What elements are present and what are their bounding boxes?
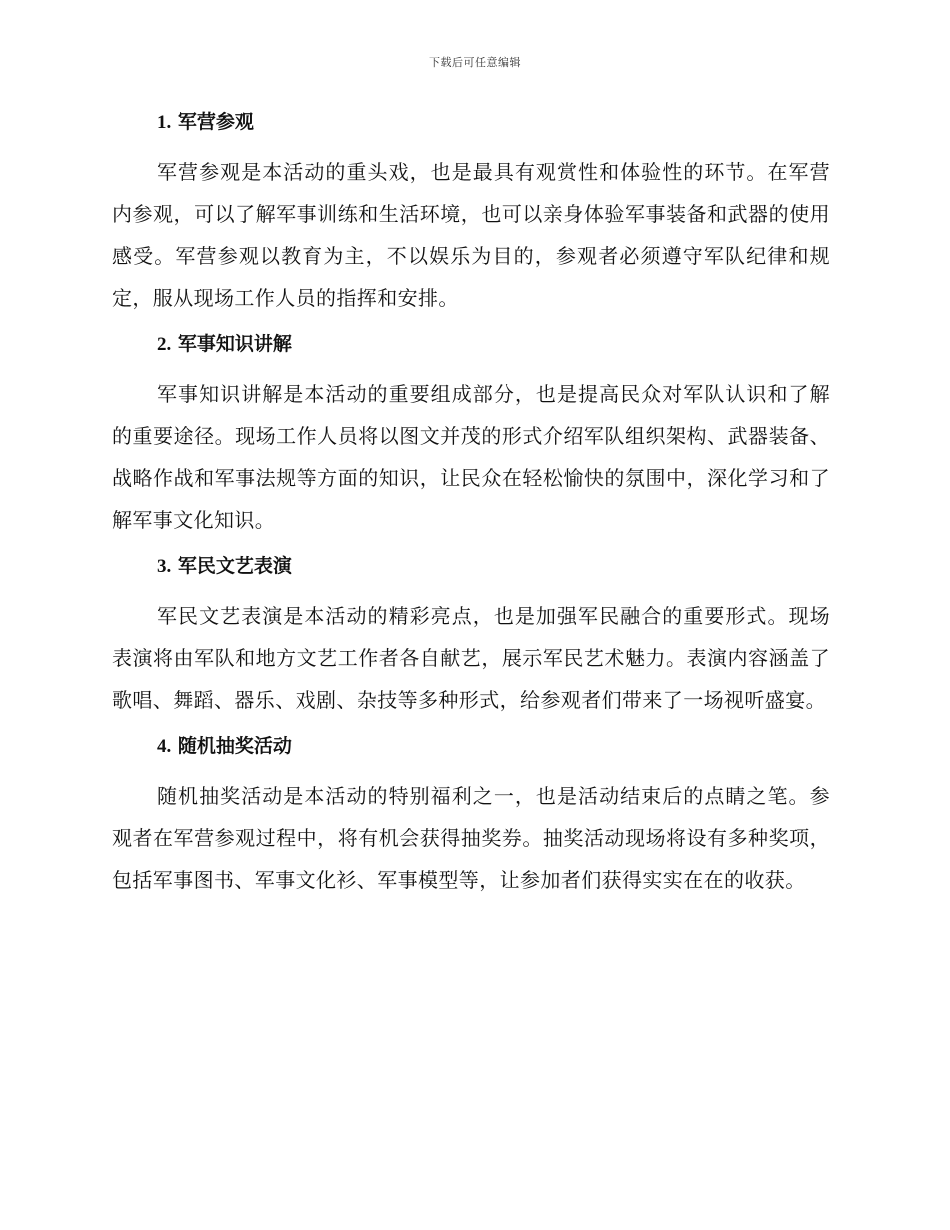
section-lottery: [112, 732, 830, 901]
section-camp-visit: [112, 108, 830, 319]
section-paragraph: 军事知识讲解是本活动的重要组成部分，也是提高民众对军队认识和了解的重要途径。现场工作人员将以图文并茂的形式介绍军队组织架构、武器装备、战略作战和军事法规等方面的知识，让民众在轻松愉快的氛围中，深化学习和了解军事文化知识。: [112, 382, 830, 532]
page-header: 下载后可任意编辑: [429, 56, 521, 69]
section-heading: [157, 330, 830, 359]
section-paragraph: 随机抽奖活动是本活动的特别福利之一，也是活动结束后的点睛之笔。参观者在军营参观过程中，将有机会获得抽奖券。抽奖活动现场将设有多种奖项，包括军事图书、军事文化衫、军事模型等，让参加者们获得实实在在的收获。: [112, 784, 830, 892]
section-military-knowledge: [112, 330, 830, 541]
section-number: 1.: [157, 112, 172, 133]
section-title: 军事知识讲解: [177, 333, 292, 355]
section-paragraph: 军营参观是本活动的重头戏，也是最具有观赏性和体验性的环节。在军营内参观，可以了解军事训练和生活环境，也可以亲身体验军事装备和武器的使用感受。军营参观以教育为主，不以娱乐为目的，参观者必须遵守军队纪律和规定，服从现场工作人员的指挥和安排。: [112, 160, 830, 310]
section-title: 军营参观: [177, 111, 254, 133]
section-number: 2.: [157, 334, 172, 355]
section-heading: [157, 108, 830, 137]
document-content: [112, 108, 830, 912]
section-heading: [157, 552, 830, 581]
section-title: 军民文艺表演: [177, 555, 292, 577]
section-performance: [112, 552, 830, 721]
section-paragraph: 军民文艺表演是本活动的精彩亮点，也是加强军民融合的重要形式。现场表演将由军队和地方文艺工作者各自献艺，展示军民艺术魅力。表演内容涵盖了歌唱、舞蹈、器乐、戏剧、杂技等多种形式，给参观者们带来了一场视听盛宴。: [112, 604, 830, 712]
section-number: 4.: [157, 736, 172, 757]
section-title: 随机抽奖活动: [177, 735, 292, 757]
section-number: 3.: [157, 556, 172, 577]
section-heading: [157, 732, 830, 761]
